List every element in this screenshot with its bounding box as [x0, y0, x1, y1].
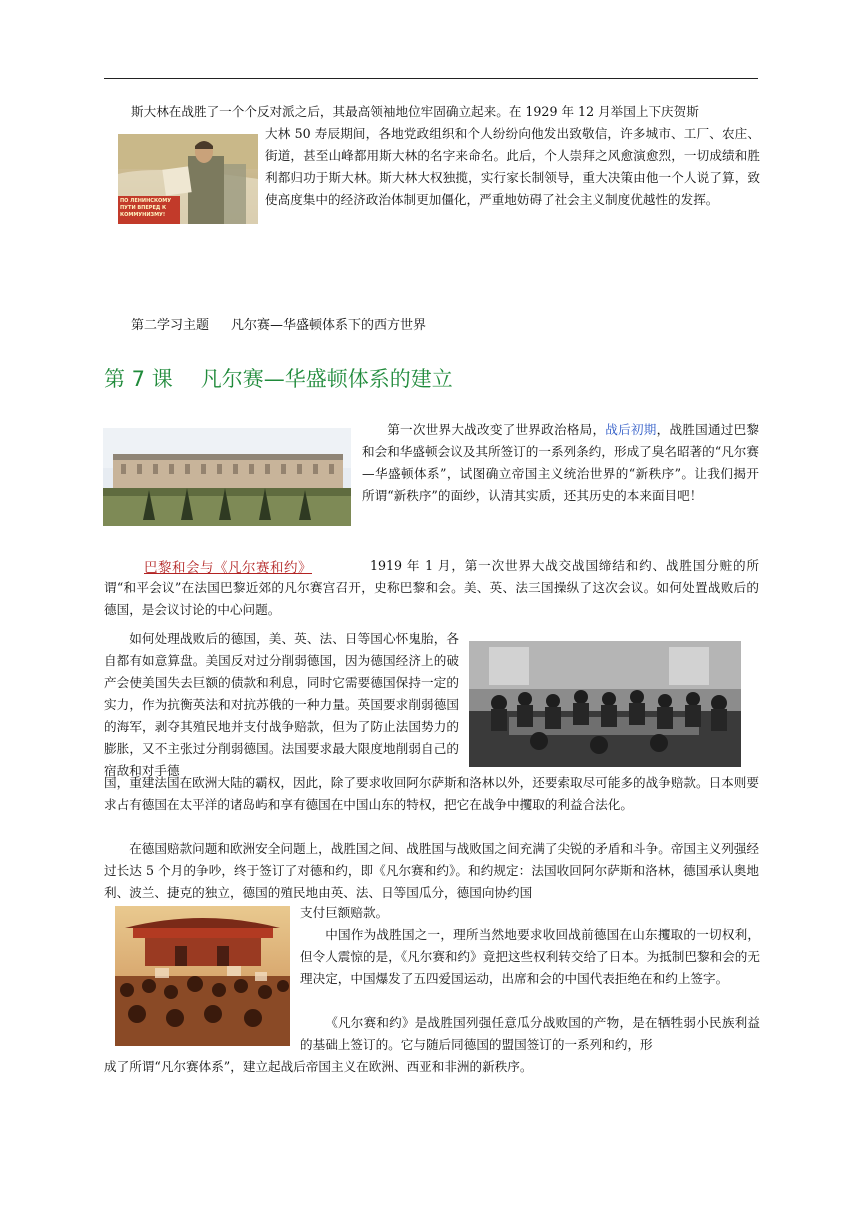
- intro-paragraph-line1: 斯大林在战胜了一个个反对派之后，其最高领袖地位牢固确立起来。在 1929 年 12 月举国上下庆贺斯: [131, 104, 699, 119]
- lesson-intro-paragraph: [362, 419, 759, 507]
- section-para1: 1919 年 1 月，第一次世界大战交战国缔结和约、战胜国分赃的所谓“和平会议”在法国巴黎近郊的凡尔赛宫召开，史称巴黎和会。美、英、法三国操纵了这次会议。如何处置战败后的德国，是会议讨论的中心问题。: [104, 558, 759, 617]
- section-para4: 中国作为战胜国之一，理所当然地要求收回战前德国在山东攫取的一切权利，但令人震惊的是，《凡尔赛和约》竟把这些权利转交给了日本。为抵制巴黎和会的无理决定，中国爆发了五四爱国运动，出席和会的中国代表拒绝在和约上签字。: [300, 927, 760, 986]
- theme-heading: [131, 314, 426, 333]
- versailles-palace-image: [103, 428, 351, 526]
- section-para2-wrapped: 如何处理战败后的德国，美、英、法、日等国心怀鬼胎，各自都有如意算盘。美国反对过分削弱德国，因为德国经济上的破产会使美国失去巨额的债款和利息，同时它需要德国保持一定的实力，作为抗衡英法和对抗苏俄的一种力量。英国要求削弱德国的海军，剥夺其殖民地并支付战争赔款，但为了防止法国势力的膨胀，又不主张过分削弱德国。法国要求最大限度地削弱自己的宿敌和对手德: [104, 631, 459, 778]
- lesson-intro-highlight: 战后初期: [605, 422, 657, 437]
- section-heading: 巴黎和会与《凡尔赛和约》: [144, 560, 312, 576]
- may-fourth-movement-image: [115, 906, 290, 1046]
- theme-label: 第二学习主题: [131, 318, 210, 333]
- lesson-number: 第 7 课: [104, 367, 173, 391]
- section-para5-full: 成了所谓“凡尔赛体系”，建立起战后帝国主义在欧洲、西亚和非洲的新秩序。: [104, 1059, 533, 1074]
- lesson-intro-part1: 第一次世界大战改变了世界政治格局，: [387, 422, 606, 437]
- paris-conference-photo: [469, 641, 741, 767]
- lesson-intro-part2: ，战胜国通过巴黎和会和华盛顿会议及其所签订的一系列条约，形成了臭名昭著的“凡尔赛—华盛顿体系”，试图确立帝国主义统治世界的“新秩序”。让我们揭开所谓“新秩序”的面纱，认清其实质，还其历史的本来面目吧！: [362, 422, 760, 503]
- section-para2-full: 国，重建法国在欧洲大陆的霸权，因此，除了要求收回阿尔萨斯和洛林以外，还要索取尽可能多的战争赔款。日本则要求占有德国在太平洋的诸岛屿和享有德国在中国山东的特权，把它在战争中攫取的利益合法化。: [104, 775, 759, 812]
- section-para3-tail: 支付巨额赔款。: [300, 905, 389, 920]
- stalin-poster-image: [118, 134, 258, 224]
- poster-banner-text: ПО ЛЕНИНСКОМУ ПУТИ ВПЕРЕД К КОММУНИЗМУ!: [120, 198, 172, 218]
- section-para3: 在德国赔款问题和欧洲安全问题上，战胜国之间、战胜国与战败国之间充满了尖锐的矛盾和斗争。帝国主义列强经过长达 5 个月的争吵，终于签订了对德和约，即《凡尔赛和约》。和约规定：法国收回阿尔萨斯和洛林，德国承认奥地利、波兰、捷克的独立，德国的殖民地由英、法、日等国瓜分，德国向协约国: [104, 841, 759, 900]
- section-para5-wrapped: 《凡尔赛和约》是战胜国列强任意瓜分战败国的产物，是在牺牲弱小民族利益的基础上签订的。它与随后同德国的盟国签订的一系列和约，形: [300, 1015, 760, 1052]
- header-rule: [104, 78, 758, 79]
- lesson-name: 凡尔赛—华盛顿体系的建立: [200, 367, 453, 391]
- theme-name: 凡尔赛—华盛顿体系下的西方世界: [231, 318, 427, 333]
- lesson-title: [104, 363, 453, 393]
- intro-paragraph-rest: 大林 50 寿辰期间，各地党政组织和个人纷纷向他发出致敬信，许多城市、工厂、农庄、街道，甚至山峰都用斯大林的名字来命名。此后，个人崇拜之风愈演愈烈，一切成绩和胜利都归功于斯大林。斯大林大权独揽，实行家长制领导，重大决策由他一个人说了算，致使高度集中的经济政治体制更加僵化，严重地妨碍了社会主义制度优越性的发挥。: [265, 126, 760, 207]
